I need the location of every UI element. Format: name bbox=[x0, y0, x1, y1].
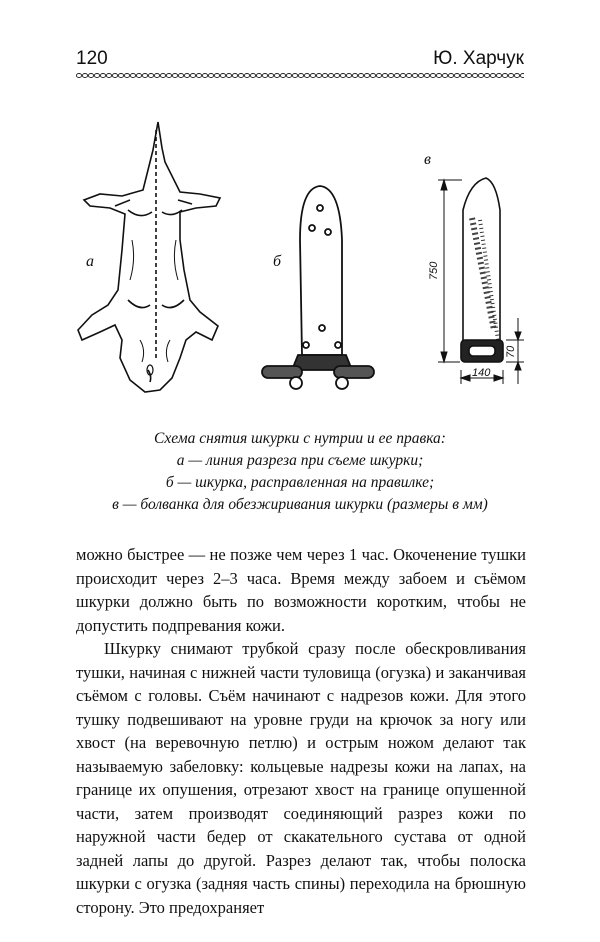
figure-label-b: б bbox=[273, 253, 282, 270]
illustration bbox=[0, 100, 600, 420]
page-number: 120 bbox=[76, 48, 108, 69]
caption-title: Схема снятия шкурки с нутрии и ее правка: bbox=[154, 430, 446, 447]
page-header bbox=[76, 44, 524, 70]
dimension-width: 140 bbox=[472, 367, 491, 379]
degreasing-form bbox=[461, 178, 503, 362]
body-text bbox=[76, 543, 526, 919]
running-head: Ю. Харчук bbox=[433, 48, 524, 69]
figure-label-a: а bbox=[86, 253, 94, 270]
pelt-on-board bbox=[262, 186, 374, 389]
figure-caption bbox=[60, 428, 540, 516]
header-ornament-rule bbox=[76, 72, 524, 79]
dimension-base: 70 bbox=[505, 345, 517, 358]
paragraph: Шкурку снимают трубкой сразу после обескровливания тушки, начиная с нижней части туловища (огузка) и заканчивая съёмом с головы. Съём начинают с надрезов кожи. Для этого тушку подвешивают на уровне груди на крючок за ногу или хвост (на веревочную петлю) и острым ножом делают так называемую забеловку: кольцевые надрезы кожи на лапах, на границе их опушения, отрезают хвост на границе опушенной части, затем производят соединяющий разрез кожи по наружной части бедер от скакательного сустава от одной задней лапы до другой. Разрез делают так, чтобы полоска шкурки с огузка (задняя часть спины) переходила на брюшную сторону. Это предохраняет bbox=[76, 639, 526, 917]
caption-line-b: б — шкурка, расправленная на правилке; bbox=[165, 474, 435, 491]
figure-label-v: в bbox=[424, 151, 431, 168]
dimension-height: 750 bbox=[428, 261, 440, 280]
caption-line-a: а — линия разреза при съеме шкурки; bbox=[176, 452, 424, 469]
pelt-cut-diagram bbox=[78, 122, 220, 392]
paragraph: можно быстрее — не позже чем через 1 час. Окоченение тушки происходит через 2–3 часа. Время между забоем и съёмом шкурки должно быть по возможности коротким, чтобы не допустить подпревания кожи. bbox=[76, 545, 526, 635]
caption-line-v: в — болванка для обезжиривания шкурки (размеры в мм) bbox=[112, 496, 488, 513]
